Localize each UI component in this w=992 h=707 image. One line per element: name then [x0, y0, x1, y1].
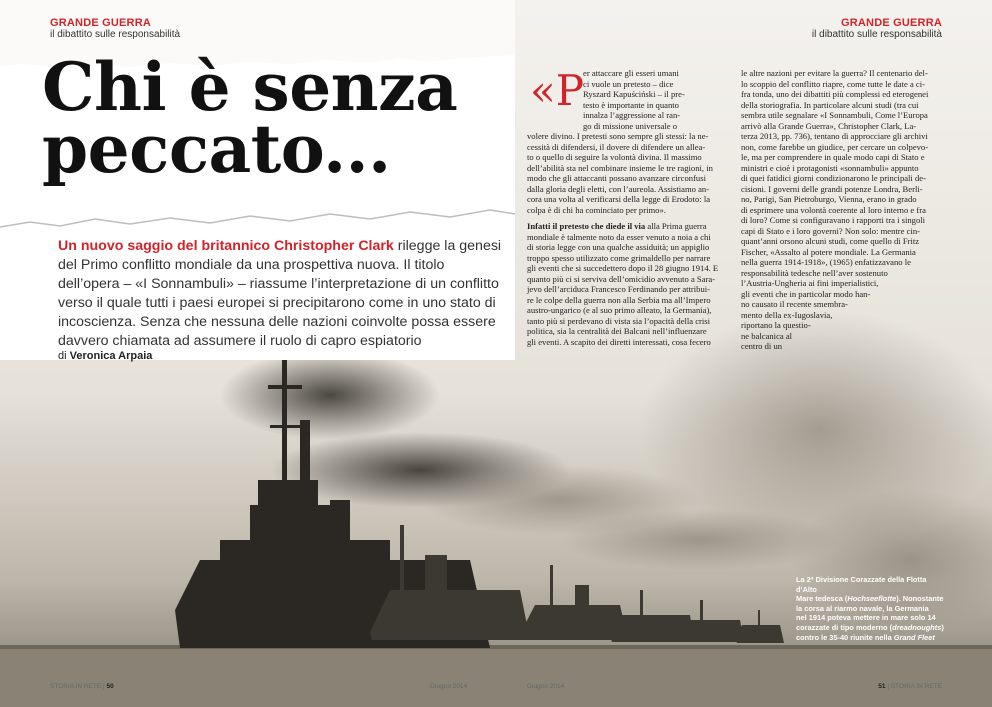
- body-line: le altre nazioni per evitare la guerra? Il centenario del-: [741, 68, 928, 78]
- body-line: mondiale è talmente noto da esser venuto a noia a chi: [527, 231, 711, 242]
- body-line: dalla gloria degli eletti, con l’aureola. Assistiamo an-: [527, 183, 710, 194]
- body-line: non, come farebbe un giudice, per cercare un colpevo-: [741, 141, 929, 152]
- caption-line: La 2ª Divisione Corazzate della Flotta d’Alto: [796, 575, 927, 594]
- caption-line: nel 1914 poteva mettere in mare solo 14: [796, 613, 936, 623]
- body-line: riportano la questio-: [741, 320, 811, 330]
- body-line: gli eventi. A scapito dei diretti interessati, cosa fecero: [527, 336, 711, 347]
- headline-line: Chi è senza: [42, 48, 458, 126]
- body-line: jevo dell’arciduca Francesco Ferdinando per attribui-: [527, 284, 711, 294]
- body-line: cisioni. I governi delle grandi potenze Londra, Berli-: [741, 183, 923, 194]
- body-line: mento della ex-Iugoslavia,: [741, 309, 833, 320]
- body-column-2: [741, 68, 943, 352]
- body-line: lo scoppio del conflitto riapre, come tutte le date a ci-: [741, 78, 925, 89]
- body-line: sembra utile segnalare «I Sonnambuli, Come l’Europa: [741, 110, 928, 120]
- body-line: nella guerra 1914-1918», (1965) enfatizzavano le: [741, 257, 911, 267]
- body-line: ne balcanica al: [741, 330, 793, 341]
- paragraph-lead: Infatti il pretesto che diede il via: [527, 221, 646, 231]
- byline-prefix: di: [58, 350, 70, 362]
- photo-caption: [796, 575, 946, 642]
- body-line: gli eventi che si succedettero dopo il 28 giugno 1914. E: [527, 263, 719, 273]
- section-title: GRANDE GUERRA: [50, 17, 151, 29]
- footer-date-right: Giugno 2014: [527, 683, 565, 690]
- section-title: GRANDE GUERRA: [841, 17, 942, 29]
- lede-highlight: Un nuovo saggio del britannico Christopher Clark: [58, 238, 394, 254]
- body-line: cessità di difendersi, il dovere di difendere un allea-: [527, 141, 706, 152]
- body-line: no causato il recente smembra-: [741, 299, 848, 309]
- body-column-1: [527, 68, 729, 347]
- body-line: ministri e cioè i protagonisti «sonnambuli» appunto: [741, 162, 919, 173]
- drop-cap: «P: [530, 66, 584, 115]
- magazine-name: STORIA IN RETE: [50, 683, 102, 690]
- body-line: Ryszard Kapuściński – il pre-: [583, 89, 685, 99]
- lede-text: rilegge la genesi del Primo conflitto mondiale da una prospettiva nuova. Il titolo dell’opera – «I Sonnambuli» – riassume l’interpretazione di un conflitto verso il quale tutti i paesi europei si precipitarono come in uno stato di incoscienza. Senza che nessuna delle nazioni coinvolte possa essere davvero chiamata ad assumere il ruolo di capro espiatorio: [58, 238, 502, 349]
- header-left: [50, 17, 180, 40]
- footer-left: STORIA IN RETE | 50: [50, 683, 114, 690]
- footer-right: 51 | STORIA IN RETE: [878, 683, 942, 690]
- body-line: dell’abilità sta nel combinare insieme le tre ragioni, in: [527, 162, 713, 173]
- body-line: di loro? Come si configuravano i rapporti tra i singoli: [741, 215, 926, 225]
- section-subtitle: il dibattito sulle responsabilità: [811, 29, 942, 40]
- body-line: di quei fatidici giorni condizionarono le principali de-: [741, 173, 926, 183]
- body-line: modo che gli attaccanti possano avanzare circonfusi: [527, 173, 706, 183]
- body-line: l’Austria-Ungheria ai fini imperialistici,: [741, 278, 879, 288]
- body-line: fra tonda, uno dei dibattiti più complessi ed eterogenei: [741, 89, 929, 99]
- footer-date-left: Giugno 2014: [430, 683, 468, 690]
- byline: [58, 350, 152, 362]
- body-line: quanto più ci si serviva dell’omicidio avvenuto a Sara-: [527, 273, 716, 284]
- body-line: no, Parigi, San Pietroburgo, Vienna, erano in grado: [741, 194, 917, 204]
- caption-line: contro le 35-40 riunite nella Grand Fleet: [796, 632, 935, 642]
- body-line: colpa è di chi ha cominciato per primo».: [527, 204, 666, 215]
- body-line: centro di un: [741, 341, 783, 351]
- body-line: terza 2013, pp. 736), tentano di approcciare gli archivi: [741, 131, 928, 141]
- body-line: tanto più si perdevano di vista sia l’opacità della crisi: [527, 315, 711, 326]
- body-line: go di missione universale o: [583, 120, 678, 131]
- caption-line: la corsa al riarmo navale, la Germania: [796, 603, 929, 613]
- body-line: della storiografia. In particolare alcuni studi (tra cui: [741, 99, 919, 110]
- header-right: [812, 17, 942, 40]
- page-number: 50: [106, 683, 114, 690]
- page-number: 51: [878, 683, 886, 690]
- body-line: re le colpe della guerra non alla Serbia ma all’Impero: [527, 294, 711, 305]
- body-line: austro-ungarico (e al suo primo alleato, la Germania),: [527, 305, 712, 315]
- body-line: capi di Stato e i loro governi? Non solo: mentre cin-: [741, 225, 920, 236]
- magazine-name: STORIA IN RETE: [890, 683, 942, 690]
- caption-line: Mare tedesca (Hochseeflotte). Nonostante: [796, 594, 944, 604]
- body-line: quant’anni orsono alcuni studi, come quello di Fritz: [741, 236, 920, 246]
- body-line: di storia legge con una qualche assiduità; un appiglio: [527, 242, 710, 252]
- body-line: troppo spesso utilizzato come grimaldello per narrare: [527, 252, 711, 263]
- body-line: to o quello di seguire la volontà divina. Il massimo: [527, 152, 702, 162]
- section-subtitle: il dibattito sulle responsabilità: [50, 29, 181, 40]
- body-line: gli eventi che in particolar modo han-: [741, 288, 871, 299]
- body-line: arrivò alla Grande Guerra», Christopher Clark, La-: [741, 120, 917, 131]
- body-line: innalza l’aggressione al ran-: [583, 110, 681, 120]
- body-line: di esprimere una volontà coerente al loro interno e fra: [741, 204, 926, 215]
- headline-line: peccato...: [42, 110, 391, 188]
- body-line: er attaccare gli esseri umani: [583, 68, 679, 78]
- lede: [58, 237, 508, 351]
- body-line: le, ma per comprendere in quale modo capi di Stato e: [741, 152, 925, 162]
- body-line: testo è importante in quanto: [583, 99, 679, 110]
- caption-line: corazzate di tipo moderno (dreadnoughts): [796, 622, 944, 632]
- body-line: responsabilità tedesche nell’aver sostenuto: [741, 267, 888, 278]
- body-line: Infatti il pretesto che diede il via alla Prima guerra: [527, 221, 707, 231]
- body-line: cora una volta al verificarsi della legge di Erodoto: la: [527, 194, 711, 204]
- body-line: politica, sia la centralità dei Balcani nell’influenzare: [527, 326, 707, 336]
- headline: [42, 48, 502, 188]
- body-line: Fischer, «Assalto al potere mondiale. La Germania: [741, 246, 916, 257]
- body-line: ci vuole un pretesto – dice: [583, 78, 674, 89]
- byline-author: Veronica Arpaia: [69, 350, 153, 362]
- body-line: volere divino. I pretesti sono sempre gli stessi: la ne-: [527, 131, 709, 141]
